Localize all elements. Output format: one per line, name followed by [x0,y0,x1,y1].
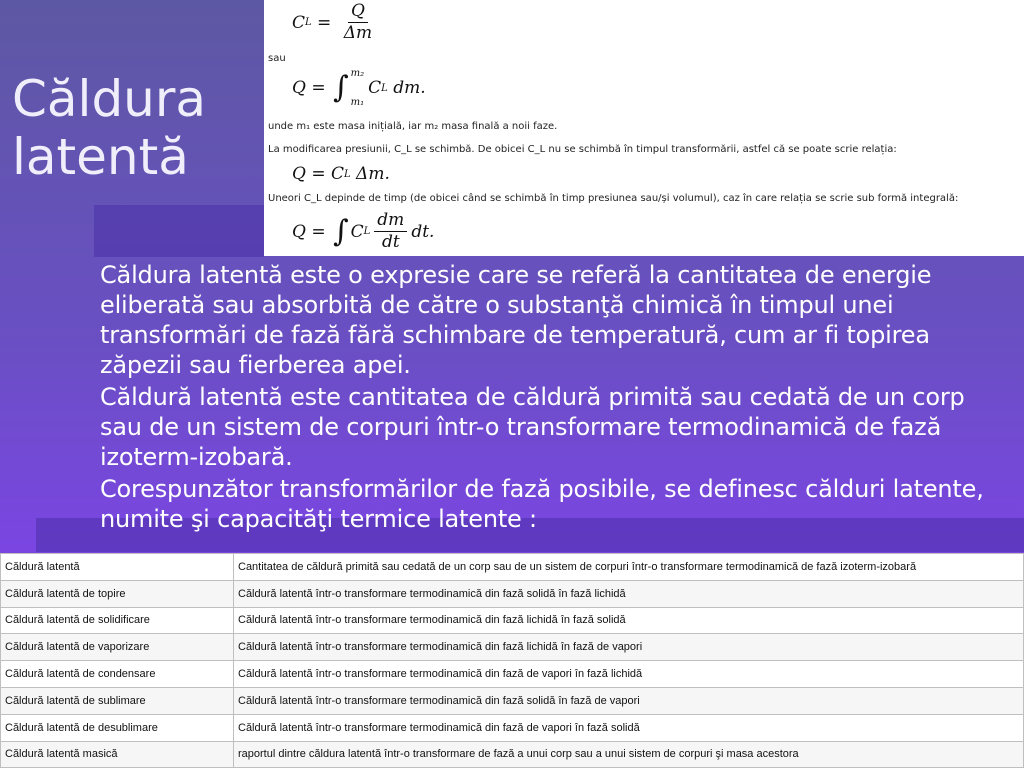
formula-text-unde: unde m₁ este masa inițială, iar m₂ masa finală a noii faze. [268,121,558,132]
formula-symbol: C [292,12,306,33]
term-cell: Căldură latentă de vaporizare [1,634,234,661]
definition-cell: Căldură latentă într-o transformare termodinamică din fază solidă în fază lichidă [234,580,1024,607]
formula-subscript: L [363,226,371,237]
latent-heat-table [0,553,1024,768]
definition-cell: Căldură latentă într-o transformare termodinamică din fază lichidă în fază de vapori [234,634,1024,661]
formula-lhs: Q = [292,221,331,242]
slide-title-line1: Căldura [12,70,207,128]
definition-cell: Căldură latentă într-o transformare termodinamică din fază lichidă în fază solidă [234,607,1024,634]
table-row [1,687,1024,714]
formula-tail: dt. [411,221,435,242]
integral-limits [351,68,365,108]
fraction-numerator: dm [374,212,407,232]
formula-tail: Δm. [350,164,390,184]
term-cell: Căldură latentă de solidificare [1,607,234,634]
table-body [1,554,1024,768]
formula-subscript: L [344,168,351,180]
integral-sign-icon: ∫ [333,70,349,105]
table-row [1,580,1024,607]
slide-body [100,260,1012,536]
formula-q-cl-dm [292,164,390,184]
body-paragraph-3: Corespunzător transformărilor de fază posibile, se definesc călduri latente, numite şi capacităţi termice latente : [100,475,984,533]
definition-cell: Cantitatea de căldură primită sau cedată de un corp sau de un sistem de corpuri într-o transformare termodinamică de fază izoterm-izobară [234,554,1024,581]
integral-sign-icon: ∫ [333,213,349,249]
integral-upper-limit: m₂ [350,68,365,79]
integral-lower-limit: m₁ [350,97,365,108]
table-row [1,741,1024,768]
table-row [1,554,1024,581]
body-paragraph-2: Căldură latentă este cantitatea de căldură primită sau cedată de un corp sau de un sistem de corpuri într-o transformare termodinamică de fază izoterm-izobară. [100,383,965,471]
formula-text-timp: Uneori C_L depinde de timp (de obicei când se schimbă în timp presiunea sau/și volumul), caz în care relația se scrie sub formă integrală: [268,193,959,204]
formula-panel [264,0,1024,256]
formula-fraction [374,212,407,251]
formula-tail: dm. [387,78,426,98]
definitions-table [0,553,1024,768]
formula-cl-definition [292,3,379,42]
formula-integral-time [292,212,434,251]
formula-equals: = [311,12,337,33]
formula-lhs: Q = [292,78,331,98]
body-paragraph-1: Căldura latentă este o expresie care se referă la cantitatea de energie eliberată sau absorbită de către o substanţă chimică în timpul unei transformări de fază fără schimbare de temperatură, cum ar fi topirea zăpezii sau fierberea apei. [100,261,932,379]
definition-cell: Căldură latentă într-o transformare termodinamică din fază solidă în fază de vapori [234,687,1024,714]
formula-fraction [341,3,375,42]
formula-integral-mass [292,68,426,108]
decorative-stripe-top [94,205,264,257]
term-cell: Căldură latentă de condensare [1,661,234,688]
formula-subscript: L [305,17,312,28]
definition-cell: raportul dintre căldura latentă într-o transformare de fază a unui corp sau a unui sistem de corpuri şi masa acestora [234,741,1024,768]
slide-title [12,70,206,186]
term-cell: Căldură latentă [1,554,234,581]
fraction-denominator: Δm [343,23,373,43]
fraction-denominator: dt [381,232,400,252]
formula-text-presiune: La modificarea presiunii, C_L se schimbă. De obicei C_L nu se schimbă în timpul transformării, astfel că se poate scrie relația: [268,144,897,155]
term-cell: Căldură latentă de desublimare [1,714,234,741]
term-cell: Căldură latentă de sublimare [1,687,234,714]
definition-cell: Căldură latentă într-o transformare termodinamică din fază de vapori în fază solidă [234,714,1024,741]
table-row [1,661,1024,688]
table-row [1,607,1024,634]
formula-subscript: L [381,82,388,94]
formula-symbol: C [368,78,382,98]
definition-cell: Căldură latentă într-o transformare termodinamică din fază de vapori în fază lichidă [234,661,1024,688]
table-row [1,634,1024,661]
formula-lhs: Q = C [292,164,344,184]
table-row [1,714,1024,741]
term-cell: Căldură latentă masică [1,741,234,768]
term-cell: Căldură latentă de topire [1,580,234,607]
slide-title-line2: latentă [12,128,189,186]
fraction-numerator: Q [348,3,368,23]
formula-text-sau: sau [268,53,286,64]
formula-symbol: C [350,221,364,242]
